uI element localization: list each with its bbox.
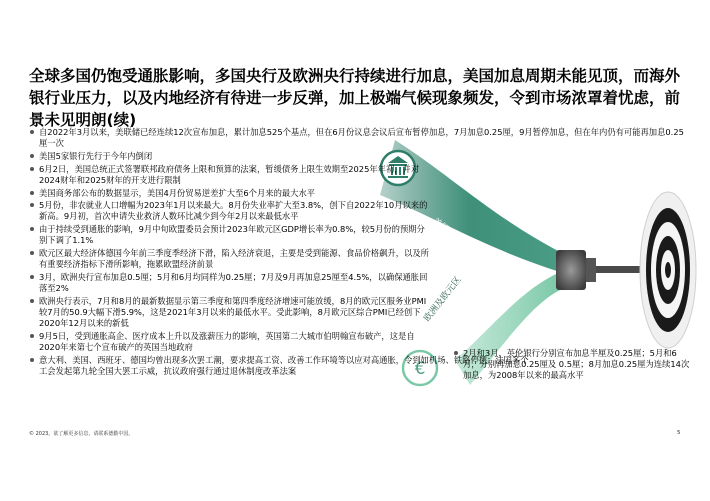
target-icon [640,192,696,348]
list-item: 6月2日，美国总统正式签署联邦政府债务上限和预算的法案，暂缓债务上限生效期至2025年年初，并对2024财年和2025财年的开支进行限制 [29,164,429,186]
list-item: 美国5家银行先行于今年内倒闭 [29,151,429,162]
usa-label: 美国 [430,216,451,236]
list-item: 3月，欧洲央行宣布加息0.5厘；5月和6月均同样为0.25厘；7月及9月再加息25厘至4.5%，以确保通胀回落至2% [29,272,429,294]
uk-note [453,348,693,382]
list-item: 意大利、美国、西班牙、德国均曾出现多次罢工潮，要求提高工资、改善工作环境等以应对高通胀，令到如机场、铁路停摆；法国多个工会发起第九轮全国大罢工示威，抗议政府强行通过退休制度改革法案 [29,355,529,377]
list-item: 欧元区最大经济体德国今年前三季度季经济下滑，陷入经济衰退，主要是受到能源、食品价格飙升，以及所有重要经济指标下滑所影响，拖累欧盟经济前景 [29,248,429,270]
list-item: 自2022年3月以来，美联储已经连续12次宣布加息，累计加息525个基点，但在6月份议息会议后宣布暂停加息，7月加息0.25厘，9月暂停加息，但在年内仍有可能再加息0.25厘一次 [29,127,689,149]
list-item: 9月5日，受到通胀高企、医疗成本上升以及涨薪压力的影响，英国第二大城市伯明翰宣布破产，这是自2020年来第七个宣布破产的英国当地政府 [29,331,429,353]
footer: © 2023。欲了解更多信息，请联系德勤中国。 [29,431,134,437]
list-item: 2月和3月，英伦银行分别宣布加息半厘及0.25厘；5月和6月，分别再加息0.25厘及 0.5厘；8月加息0.25厘为连续14次加息，为2008年以来的最高水平 [453,348,693,382]
list-item: 5月份，非农就业人口增幅为2023年1月以来最大。8月份失业率扩大至3.8%，创下自2022年10月以来的新高。9月初，首次申请失业救济人数环比减少到今年2月以来最低水平 [29,200,429,222]
cylinder-icon [556,250,644,290]
svg-text:€: € [414,359,426,379]
list-item: 美国商务部公布的数据显示，美国4月份贸易逆差扩大至6个月来的最大水平 [29,188,529,199]
page-number: 5 [677,430,681,436]
page-title: 全球多国仍饱受通胀影响，多国央行及欧洲央行持续进行加息，美国加息周期未能见顶，而海外银行业压力，以及内地经济有待进一步反弹，加上极端气候现象频发，令到市场浓罩着忧虑，前景未见明朗(续) [29,67,681,129]
eu-label: 欧洲及欧元区 [422,275,464,324]
list-item: 欧洲央行表示，7月和8月的最新数据显示第三季度和第四季度经济增速可能放缓，8月的欧元区服务业PMI较7月的50.9大幅下滑5.9%，这是2021年3月以来的最低水平。受此影响，8月欧元区综合PMI已经创下2020年12月以来的新低 [29,296,429,330]
list-item: 由于持续受到通胀的影响，9月中旬欧盟委员会预计2023年欧元区GDP增长率为0.8%，较5月份的预期分别下调了1.1% [29,224,429,246]
